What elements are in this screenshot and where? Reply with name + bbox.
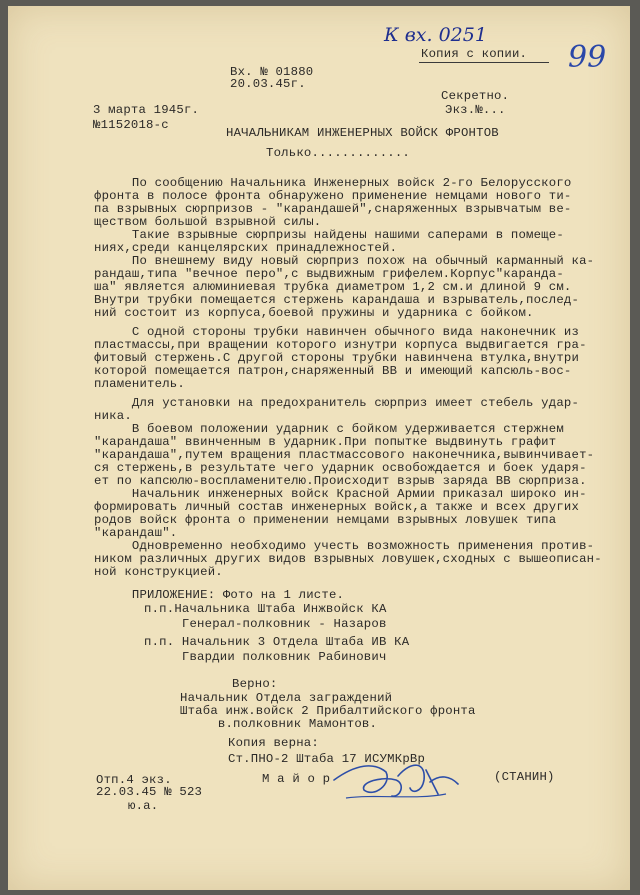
copy-mark: Копия с копии. [421, 47, 528, 61]
body-line: ником различных других видов взрывных ловушек,сходных с вышеописан- [94, 552, 602, 566]
body-line: Начальник инженерных войск Красной Армии приказал широко ин- [94, 487, 587, 501]
body-line: па взрывных сюрпризов - "карандашей",снаряженных взрывчатым ве- [94, 202, 572, 216]
body-text [94, 177, 602, 602]
body-line: ся стержень,в результате чего ударник освобождается и боек ударя- [94, 461, 587, 475]
copy-true-line: М а й о р [262, 772, 331, 786]
handwritten-page-number: 99 [568, 40, 607, 75]
attachment-line: ПРИЛОЖЕНИЕ: Фото на 1 листе. [94, 588, 345, 602]
footer-line: 22.03.45 № 523 [96, 785, 203, 799]
copy-true-line: Ст.ПНО-2 Штаба 17 ИСУМКрВр [228, 752, 426, 766]
body-line: формировать личный состав инженерных войск,а также и всех других [94, 500, 580, 514]
body-line: ет по капсюлю-воспламенителю.Происходит взрыв заряда ВВ сюрприза. [94, 474, 587, 488]
body-line: Одновременно необходимо учесть возможность применения против- [94, 539, 595, 553]
body-line: ществом большой взрывной силы. [94, 215, 322, 229]
body-line: ниях,среди канцелярских принадлежностей. [94, 241, 398, 255]
body-line: ша" является алюминиевая трубка диаметром 1,2 см.и длиной 9 см. [94, 280, 572, 294]
signature-line: п.п. Начальник 3 Отдела Штаба ИВ КА [144, 635, 410, 649]
incoming-date: 20.03.45г. [230, 77, 306, 91]
body-line: ника. [94, 409, 132, 423]
signature-line: Генерал-полковник - Назаров [144, 617, 387, 631]
body-line: По сообщению Начальника Инженерных войск 2-го Белорусского [94, 176, 572, 190]
body-line: По внешнему виду новый сюрприз похож на обычный карманный ка- [94, 254, 595, 268]
body-line: Внутри трубки помещается стержень карандаша и взрыватель,послед- [94, 293, 580, 307]
body-line: В боевом положении ударник с бойком удерживается стержнем [94, 422, 564, 436]
signature-scribble [326, 754, 466, 806]
body-line: пламенитель. [94, 377, 185, 391]
body-line: ний состоит из корпуса,боевой пружины и ударника с бойком. [94, 306, 534, 320]
copy-true-line: Копия верна: [228, 736, 319, 750]
body-line: ной конструкцией. [94, 565, 223, 579]
addressee: НАЧАЛЬНИКАМ ИНЖЕНЕРНЫХ ВОЙСК ФРОНТОВ [226, 126, 499, 140]
document-date: 3 марта 1945г. [93, 103, 200, 117]
verification-line: Начальник Отдела заграждений [180, 691, 393, 705]
copy-number: Экз.№... [445, 103, 506, 117]
classification: Секретно. [441, 89, 510, 103]
copy-to: Только............. [266, 146, 411, 160]
signature-line: п.п.Начальника Штаба Инжвойск КА [144, 602, 387, 616]
handwritten-reference: К вх. 0251 [384, 24, 487, 46]
incoming-number: Вх. № 01880 [230, 65, 314, 79]
document-number: №1152018-с [93, 118, 169, 132]
body-line: "карандаша",путем вращения пластмассового наконечника,вывинчивает- [94, 448, 595, 462]
body-line: пластмассы,при вращении которого изнутри корпуса выдвигается гра- [94, 338, 587, 352]
copy-mark-underline [419, 62, 549, 63]
body-line: фронта в полосе фронта обнаружено применение немцами нового ти- [94, 189, 572, 203]
verification-line: Верно: [232, 677, 278, 691]
document-page [8, 6, 630, 890]
body-line: "карандаша" ввинченным в ударник.При попытке выдвинуть графит [94, 435, 557, 449]
body-line: рандаш,типа "вечное перо",с выдвижным грифелем.Корпус"каранда- [94, 267, 564, 281]
body-line: Для установки на предохранитель сюрприз имеет стебель удар- [94, 396, 580, 410]
body-line: которой помещается патрон,снаряженный ВВ и имеющий капсюль-вос- [94, 364, 572, 378]
footer-line: ю.а. [128, 799, 159, 813]
verification-line: Штаба инж.войск 2 Прибалтийского фронта [180, 704, 476, 718]
body-line: фитовый стержень.С другой стороны трубки навинчена втулка,внутри [94, 351, 580, 365]
body-line: С одной стороны трубки навинчен обычного вида наконечник из [94, 325, 580, 339]
body-line: Такие взрывные сюрпризы найдены нашими саперами в помеще- [94, 228, 564, 242]
body-line: родов войск фронта о применении немцами взрывных ловушек типа [94, 513, 557, 527]
body-line: "карандаш". [94, 526, 178, 540]
footer-line: Отп.4 экз. [96, 773, 172, 787]
verification-line: в.полковник Мамонтов. [180, 717, 378, 731]
signer-name: (СТАНИН) [494, 770, 555, 784]
signature-line: Гвардии полковник Рабинович [144, 650, 387, 664]
